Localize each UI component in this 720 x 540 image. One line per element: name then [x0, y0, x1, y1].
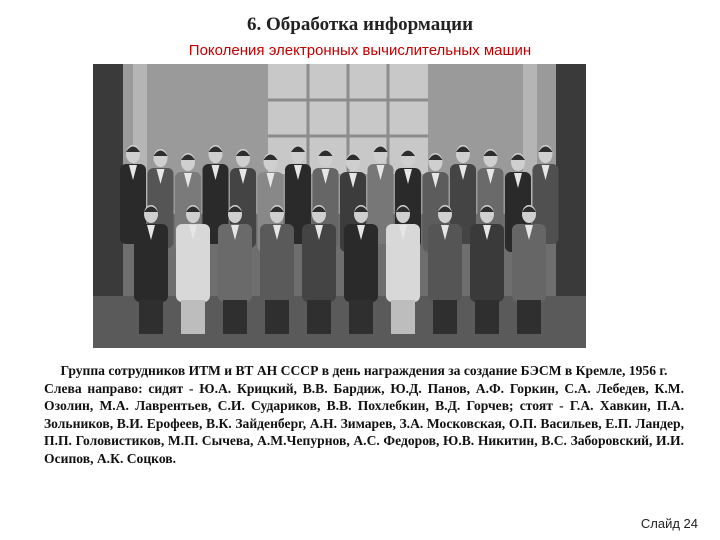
seated-person-legs	[265, 300, 289, 334]
slide-number: Слайд 24	[640, 516, 698, 531]
slide-subtitle: Поколения электронных вычислительных машин	[188, 42, 532, 59]
seated-person-legs	[391, 300, 415, 334]
caption-body: Слева направо: сидят - Ю.А. Крицкий, В.В. Бардиж, Ю.Д. Панов, А.Ф. Горкин, С.А. Лебедев, К.М. Озолин, М.А. Лаврентьев, С.И. Судариков, В.В. Похлебкин, В.Д. Горчев; стоят - Г.А. Хавкин, П.А. Зольников, В.И. Ерофеев, В.К. Зайденберг, А.Н. Зимарев, З.А. Московская, О.П. Васильев, Е.П. Ландер, П.П. Головистиков, М.П. Сычева, А.М.Чепурнов, А.С. Федоров, Ю.В. Никитин, В.С. Заборовский, И.И. Осипов, А.К. Соцков.	[44, 380, 684, 466]
seated-person-legs	[517, 300, 541, 334]
seated-person-legs	[349, 300, 373, 334]
group-photo	[93, 64, 586, 348]
seated-person-legs	[307, 300, 331, 334]
caption-title: Группа сотрудников ИТМ и ВТ АН СССР в день награждения за создание БЭСМ в Кремле, 1956 г.	[60, 363, 668, 378]
slide-title: 6. Обработка информации	[246, 14, 474, 35]
seated-person-legs	[433, 300, 457, 334]
seated-person-legs	[181, 300, 205, 334]
seated-person-legs	[475, 300, 499, 334]
photo-caption	[44, 362, 684, 467]
seated-person-legs	[223, 300, 247, 334]
seated-person-legs	[139, 300, 163, 334]
